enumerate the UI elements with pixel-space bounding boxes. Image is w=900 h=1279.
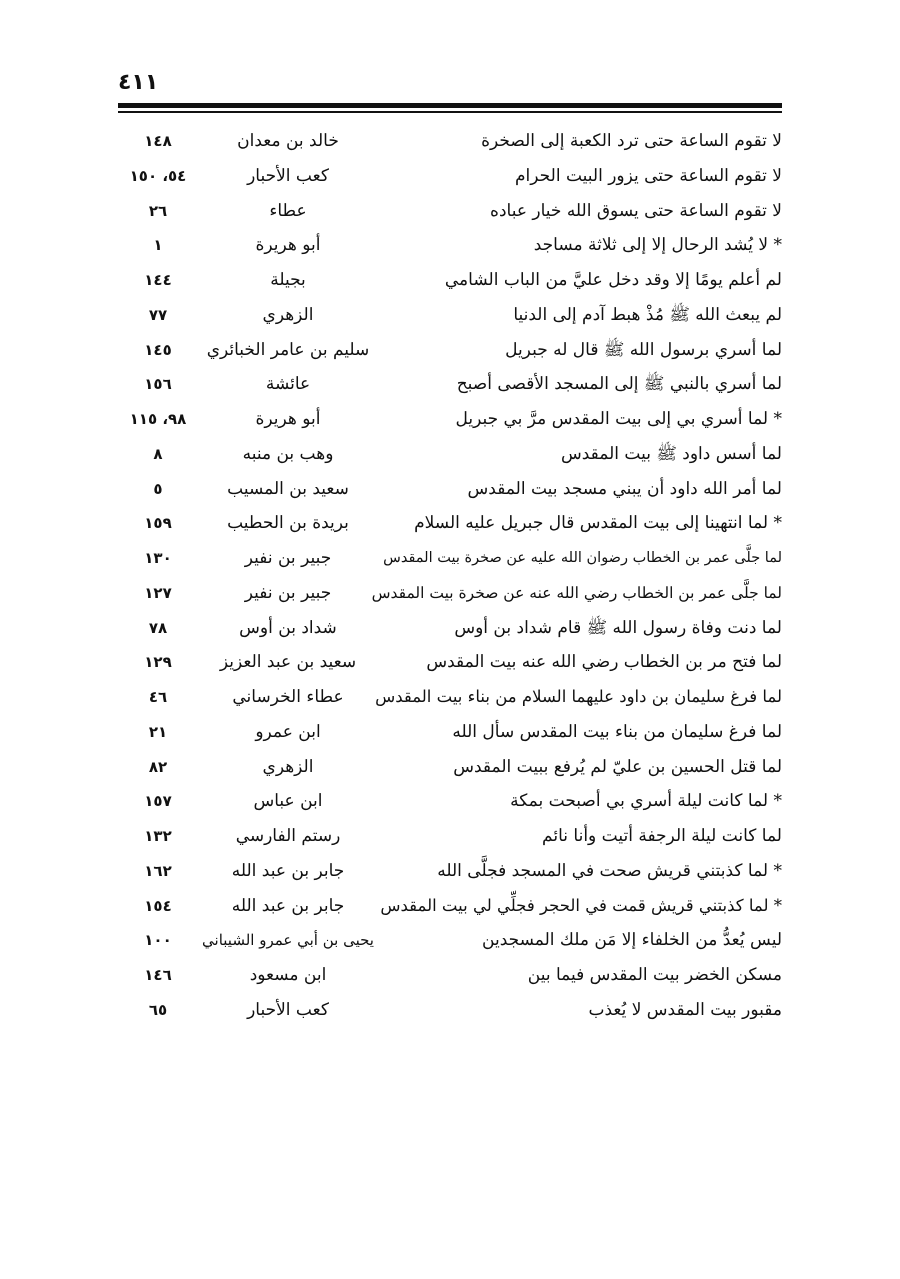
narrator-name: عطاء bbox=[269, 200, 307, 221]
page-refs: ٢٦ bbox=[148, 201, 168, 220]
hadith-text: لما دنت وفاة رسول الله ﷺ قام شداد بن أوس bbox=[454, 617, 782, 638]
table-row bbox=[118, 784, 782, 819]
table-row bbox=[118, 819, 782, 854]
narrator-name: عطاء الخرساني bbox=[232, 687, 344, 707]
table-row bbox=[118, 715, 782, 750]
page-refs: ١٣٢ bbox=[144, 827, 172, 845]
hadith-text: لا تقوم الساعة حتى يزور البيت الحرام bbox=[515, 165, 782, 186]
hadith-text: * لما انتهينا إلى بيت المقدس قال جبريل عليه السلام bbox=[414, 513, 782, 534]
hadith-text: لا تقوم الساعة حتى ترد الكعبة إلى الصخرة bbox=[481, 131, 782, 151]
table-row bbox=[118, 228, 782, 263]
page-refs: ١٢٩ bbox=[144, 653, 172, 672]
narrator-name: شداد بن أوس bbox=[239, 617, 337, 638]
table-row bbox=[118, 194, 782, 229]
table-row bbox=[118, 402, 782, 437]
narrator-name: ابن مسعود bbox=[249, 965, 327, 985]
hadith-text: ليس يُعدُّ من الخلفاء إلا مَن ملك المسجدين bbox=[482, 930, 782, 951]
narrator-name: وهب بن منبه bbox=[242, 443, 334, 464]
hadith-index-table bbox=[118, 124, 782, 1028]
narrator-name: جبير بن نفير bbox=[244, 582, 332, 603]
page-refs: ١٠٠ bbox=[144, 931, 172, 950]
hadith-text: لم يبعث الله ﷺ مُذْ هبط آدم إلى الدنيا bbox=[513, 304, 782, 325]
hadith-text: لما جلَّى عمر بن الخطاب رضي الله عنه عن صخرة بيت المقدس bbox=[371, 583, 782, 602]
table-row bbox=[118, 889, 782, 924]
table-row bbox=[118, 576, 782, 611]
hadith-text: لما أمر الله داود أن يبني مسجد بيت المقدس bbox=[467, 478, 782, 499]
page-refs: ١٤٤ bbox=[144, 271, 172, 289]
page-refs: ٢١ bbox=[148, 722, 168, 741]
narrator-name: ابن عمرو bbox=[255, 721, 321, 742]
page-refs: ٦٥ bbox=[148, 1000, 168, 1019]
page-refs: ١٤٦ bbox=[144, 966, 172, 984]
page-refs: ١٤٥ bbox=[144, 340, 172, 359]
hadith-text: * لما كانت ليلة أسري بي أصبحت بمكة bbox=[510, 791, 782, 812]
narrator-name: بريدة بن الحطيب bbox=[227, 513, 349, 534]
table-row bbox=[118, 263, 782, 298]
page-refs: ٨٢ bbox=[148, 757, 168, 776]
hadith-text: مقبور بيت المقدس لا يُعذب bbox=[588, 999, 782, 1020]
page-refs: ٩٨، ١١٥ bbox=[129, 410, 187, 428]
narrator-name: ابن عباس bbox=[253, 791, 323, 812]
table-row bbox=[118, 367, 782, 402]
table-row bbox=[118, 472, 782, 507]
table-row bbox=[118, 854, 782, 889]
hadith-text: لما أسري بالنبي ﷺ إلى المسجد الأقصى أصبح bbox=[456, 374, 782, 395]
narrator-name: كعب الأحبار bbox=[247, 165, 329, 186]
hadith-text: مسكن الخضر بيت المقدس فيما بين bbox=[527, 965, 782, 985]
hadith-text: لما أسس داود ﷺ بيت المقدس bbox=[560, 443, 782, 464]
hadith-text: لما فرغ سليمان من بناء بيت المقدس سأل الله bbox=[452, 721, 782, 742]
header-rule-thick bbox=[118, 103, 782, 108]
page-refs: ١٥٤ bbox=[144, 896, 172, 915]
narrator-name: سليم بن عامر الخبائري bbox=[206, 339, 370, 360]
page-refs: ١٥٦ bbox=[144, 375, 172, 394]
table-row bbox=[118, 645, 782, 680]
page-refs: ٥٤، ١٥٠ bbox=[129, 166, 187, 185]
table-row bbox=[118, 993, 782, 1028]
page-refs: ١٥٧ bbox=[144, 792, 172, 811]
page-refs: ٧٨ bbox=[148, 618, 168, 637]
narrator-name: سعيد بن المسيب bbox=[227, 478, 349, 499]
hadith-text: لم أعلم يومًا إلا وقد دخل عليَّ من الباب الشامي bbox=[444, 270, 782, 290]
hadith-text: * لما أسري بي إلى بيت المقدس مرَّ بي جبريل bbox=[455, 409, 782, 429]
narrator-name: رستم الفارسي bbox=[235, 826, 341, 846]
narrator-name: خالد بن معدان bbox=[237, 131, 339, 151]
table-row bbox=[118, 923, 782, 958]
narrator-name: عائشة bbox=[265, 374, 311, 395]
hadith-text: لا تقوم الساعة حتى يسوق الله خيار عباده bbox=[490, 200, 782, 221]
narrator-name: الزهري bbox=[262, 756, 314, 777]
hadith-text: لما فتح مر بن الخطاب رضي الله عنه بيت المقدس bbox=[426, 652, 782, 673]
narrator-name: سعيد بن عبد العزيز bbox=[219, 652, 357, 673]
table-row bbox=[118, 958, 782, 993]
narrator-name: أبو هريرة bbox=[255, 235, 321, 256]
header-rule-thin bbox=[118, 111, 782, 113]
table-row bbox=[118, 333, 782, 368]
page-refs: ٨ bbox=[153, 444, 163, 463]
hadith-text: * لا يُشد الرحال إلا إلى ثلاثة مساجد bbox=[533, 235, 782, 256]
hadith-text: لما جلَّى عمر بن الخطاب رضوان الله عليه عن صخرة بيت المقدس bbox=[383, 550, 782, 566]
narrator-name: بجيلة bbox=[270, 270, 306, 290]
table-row bbox=[118, 124, 782, 159]
narrator-name: يحيى بن أبي عمرو الشيباني bbox=[202, 931, 374, 950]
table-row bbox=[118, 541, 782, 576]
page-refs: ١٣٠ bbox=[144, 549, 172, 567]
narrator-name: أبو هريرة bbox=[255, 409, 321, 429]
table-row bbox=[118, 680, 782, 715]
page-refs: ٤٦ bbox=[148, 688, 168, 706]
page-refs: ١٤٨ bbox=[144, 132, 172, 150]
narrator-name: جبير بن نفير bbox=[244, 548, 332, 568]
narrator-name: جابر بن عبد الله bbox=[231, 860, 345, 881]
hadith-text: لما كانت ليلة الرجفة أتيت وأنا نائم bbox=[542, 826, 782, 846]
page-refs: ١٢٧ bbox=[144, 583, 172, 602]
table-row bbox=[118, 159, 782, 194]
page-refs: ١ bbox=[153, 236, 163, 255]
page-refs: ٥ bbox=[153, 479, 163, 498]
narrator-name: جابر بن عبد الله bbox=[231, 895, 345, 916]
table-row bbox=[118, 611, 782, 646]
table-row bbox=[118, 437, 782, 472]
page-number: ٤١١ bbox=[118, 70, 159, 95]
page-refs: ٧٧ bbox=[148, 305, 168, 324]
page-refs: ١٥٩ bbox=[144, 514, 172, 533]
table-row bbox=[118, 298, 782, 333]
narrator-name: الزهري bbox=[262, 304, 314, 325]
hadith-text: لما أسري برسول الله ﷺ قال له جبريل bbox=[505, 339, 782, 360]
hadith-text: * لما كذبتني قريش صحت في المسجد فجلَّى الله bbox=[437, 860, 782, 881]
hadith-text: لما قتل الحسين بن عليّ لم يُرفع ببيت المقدس bbox=[453, 756, 782, 777]
table-row bbox=[118, 750, 782, 785]
table-row bbox=[118, 506, 782, 541]
hadith-text: * لما كذبتني قريش قمت في الحجر فجلِّي لي بيت المقدس bbox=[380, 895, 782, 915]
hadith-text: لما فرغ سليمان بن داود عليهما السلام من بناء بيت المقدس bbox=[375, 687, 782, 706]
narrator-name: كعب الأحبار bbox=[247, 999, 329, 1020]
page-refs: ١٦٢ bbox=[144, 861, 172, 880]
